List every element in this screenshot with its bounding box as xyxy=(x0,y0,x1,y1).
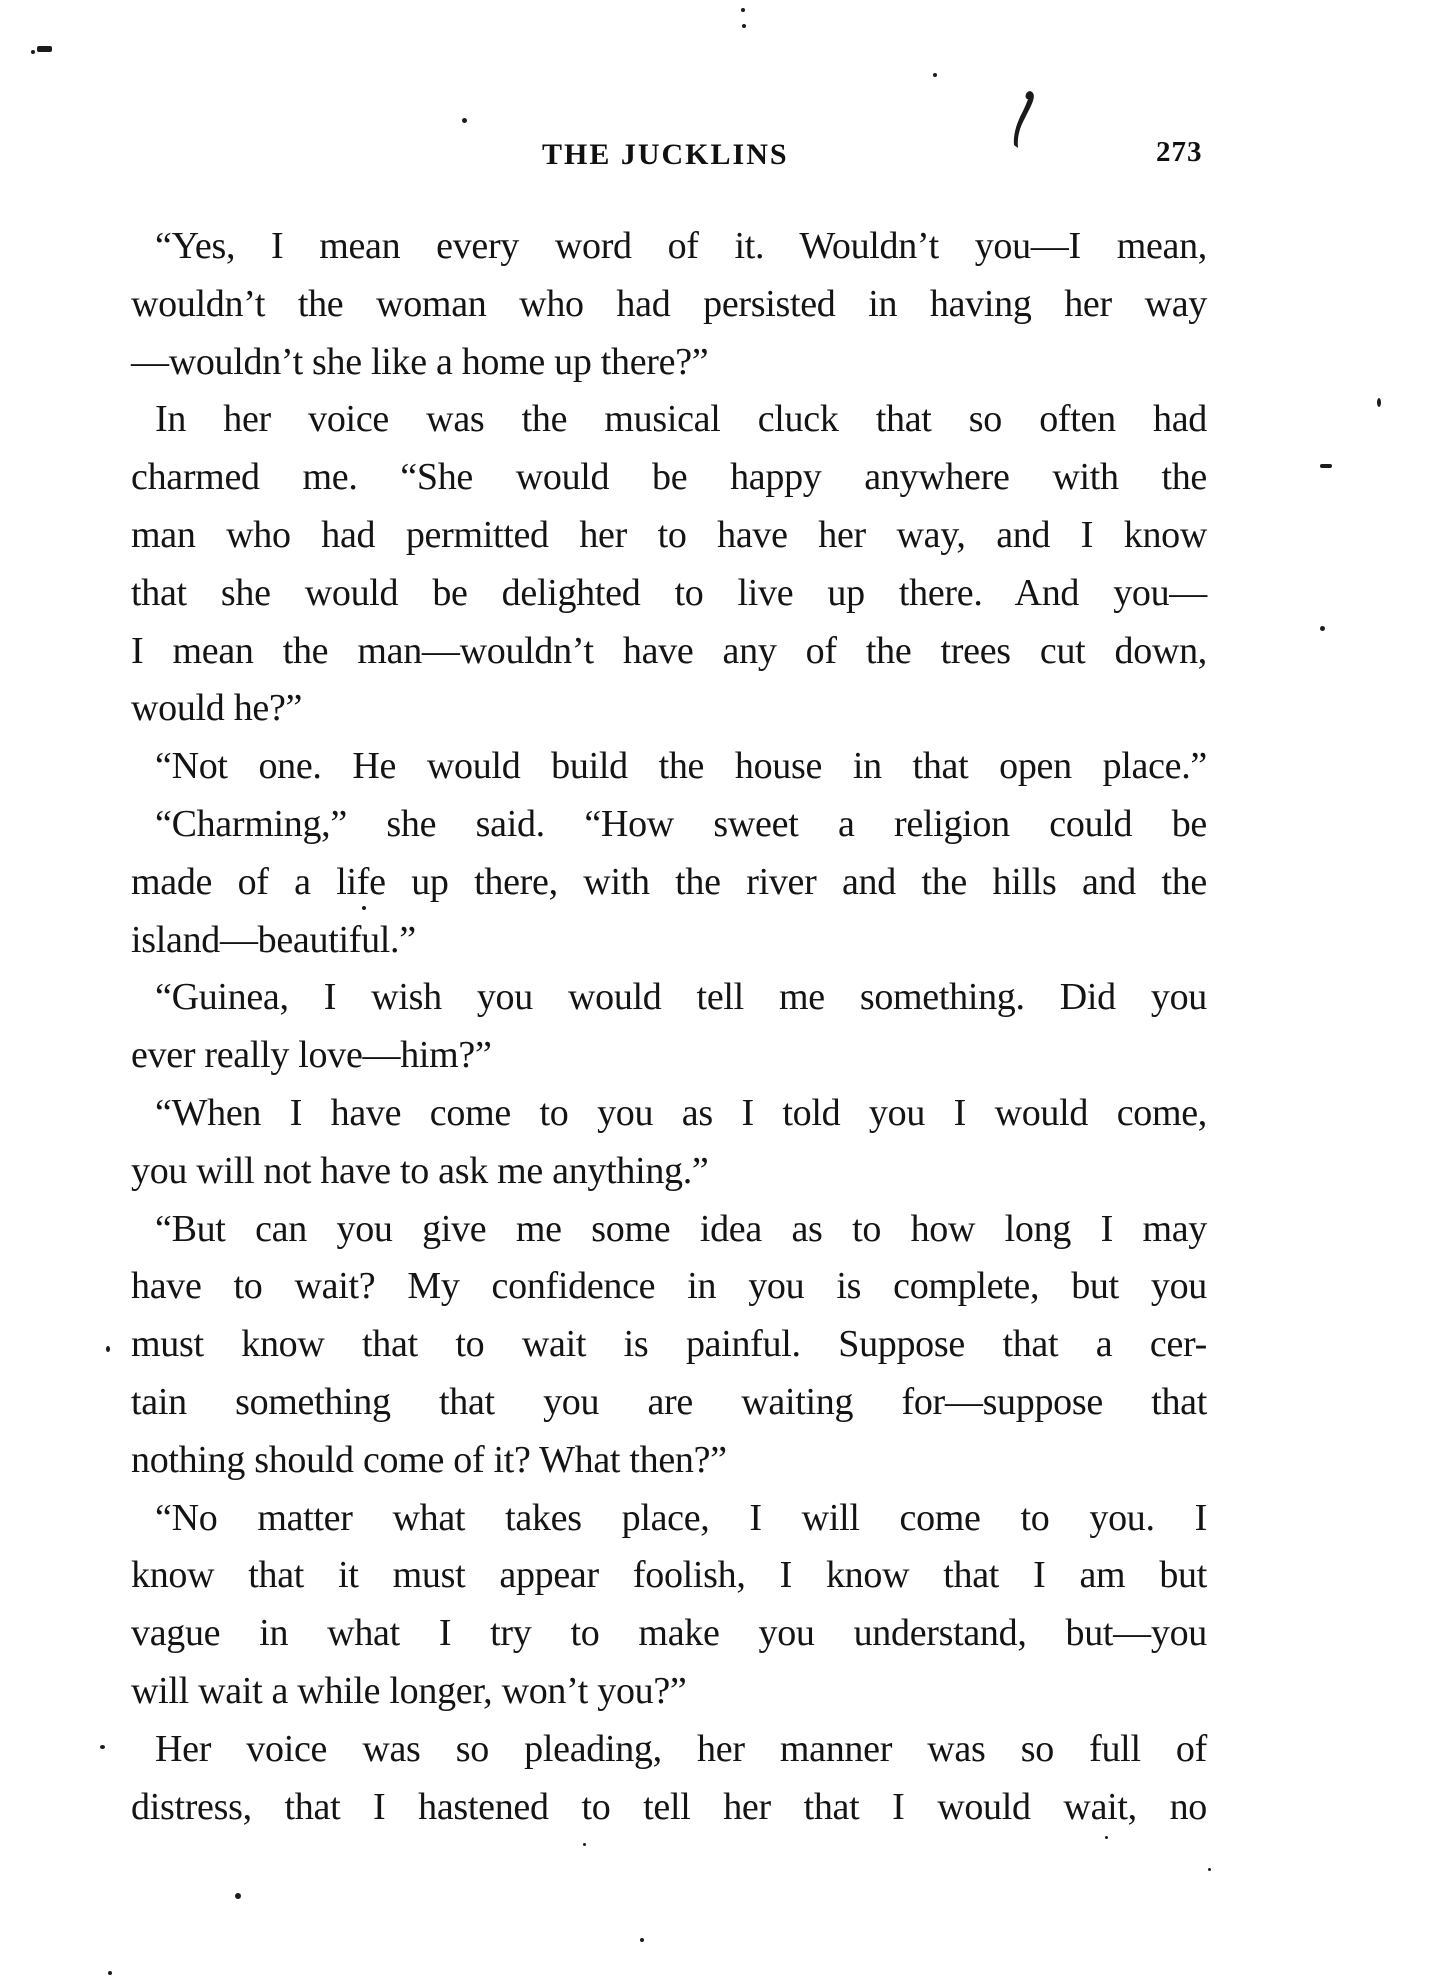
running-head-title: THE JUCKLINS xyxy=(542,138,789,171)
paragraph xyxy=(131,969,1207,1085)
text-line: must know that to wait is painful. Suppose that a cer- xyxy=(131,1323,1207,1366)
scan-speck xyxy=(106,1346,110,1352)
paragraph xyxy=(131,1201,1207,1490)
scan-speck xyxy=(933,73,937,77)
scan-speck xyxy=(31,50,35,54)
handwritten-pen-mark-icon xyxy=(1002,86,1042,156)
paragraph xyxy=(131,1490,1207,1721)
paragraph xyxy=(131,1721,1207,1837)
text-line: “Charming,” she said. “How sweet a religion could be xyxy=(155,802,1207,845)
text-line: island—beautiful.” xyxy=(131,918,416,961)
scan-speck xyxy=(37,46,52,52)
paragraph xyxy=(131,796,1207,969)
text-line: wouldn’t the woman who had persisted in having her way xyxy=(131,282,1207,325)
text-line: “But can you give me some idea as to how long I may xyxy=(155,1207,1207,1250)
page-body xyxy=(131,218,1207,1836)
text-line: “No matter what takes place, I will come to you. I xyxy=(155,1496,1207,1539)
text-line: Her voice was so pleading, her manner was so full of xyxy=(155,1727,1207,1770)
scan-speck xyxy=(100,1745,105,1749)
text-line: —wouldn’t she like a home up there?” xyxy=(131,340,709,383)
paragraph xyxy=(131,738,1207,796)
scan-speck xyxy=(108,1971,112,1975)
text-line: “Yes, I mean every word of it. Wouldn’t you—I mean, xyxy=(155,225,1207,267)
scan-speck xyxy=(362,906,366,910)
text-line: man who had permitted her to have her way, and I know xyxy=(131,513,1207,556)
text-line: ever really love—him?” xyxy=(131,1034,492,1077)
text-line: “Not one. He would build the house in that open place.” xyxy=(155,745,1207,788)
scan-speck xyxy=(1208,1868,1211,1871)
scan-speck xyxy=(1105,1836,1108,1839)
scan-speck xyxy=(741,8,745,12)
page-number: 273 xyxy=(1156,136,1203,168)
scan-speck xyxy=(1320,464,1332,468)
text-line: “When I have come to you as I told you I would come, xyxy=(155,1091,1207,1134)
text-line: I mean the man—wouldn’t have any of the trees cut down, xyxy=(131,629,1207,672)
text-line: tain something that you are waiting for—suppose that xyxy=(131,1380,1207,1423)
text-line: know that it must appear foolish, I know that I am but xyxy=(131,1554,1207,1597)
text-line: would he?” xyxy=(131,687,303,730)
scan-speck xyxy=(462,118,467,123)
scan-speck xyxy=(1377,398,1381,407)
text-line: that she would be delighted to live up there. And you— xyxy=(131,571,1207,614)
paragraph xyxy=(131,391,1207,738)
text-line: nothing should come of it? What then?” xyxy=(131,1438,727,1481)
text-line: you will not have to ask me anything.” xyxy=(131,1149,709,1192)
paragraph xyxy=(131,1085,1207,1201)
text-line: will wait a while longer, won’t you?” xyxy=(131,1669,687,1712)
text-line: In her voice was the musical cluck that so often had xyxy=(155,398,1207,441)
text-line: made of a life up there, with the river and the hills and the xyxy=(131,860,1207,903)
scan-speck xyxy=(742,24,746,28)
scan-speck xyxy=(1320,626,1325,631)
text-line: charmed me. “She would be happy anywhere with the xyxy=(131,456,1207,499)
text-line: vague in what I try to make you understand, but—you xyxy=(131,1612,1207,1655)
scan-speck xyxy=(583,1843,586,1846)
scan-speck xyxy=(640,1938,644,1942)
text-line: “Guinea, I wish you would tell me something. Did you xyxy=(155,976,1207,1019)
paragraph xyxy=(131,218,1207,391)
text-line: have to wait? My confidence in you is complete, but you xyxy=(131,1265,1207,1308)
text-line: distress, that I hastened to tell her that I would wait, no xyxy=(131,1785,1207,1828)
scan-speck xyxy=(235,1893,241,1899)
